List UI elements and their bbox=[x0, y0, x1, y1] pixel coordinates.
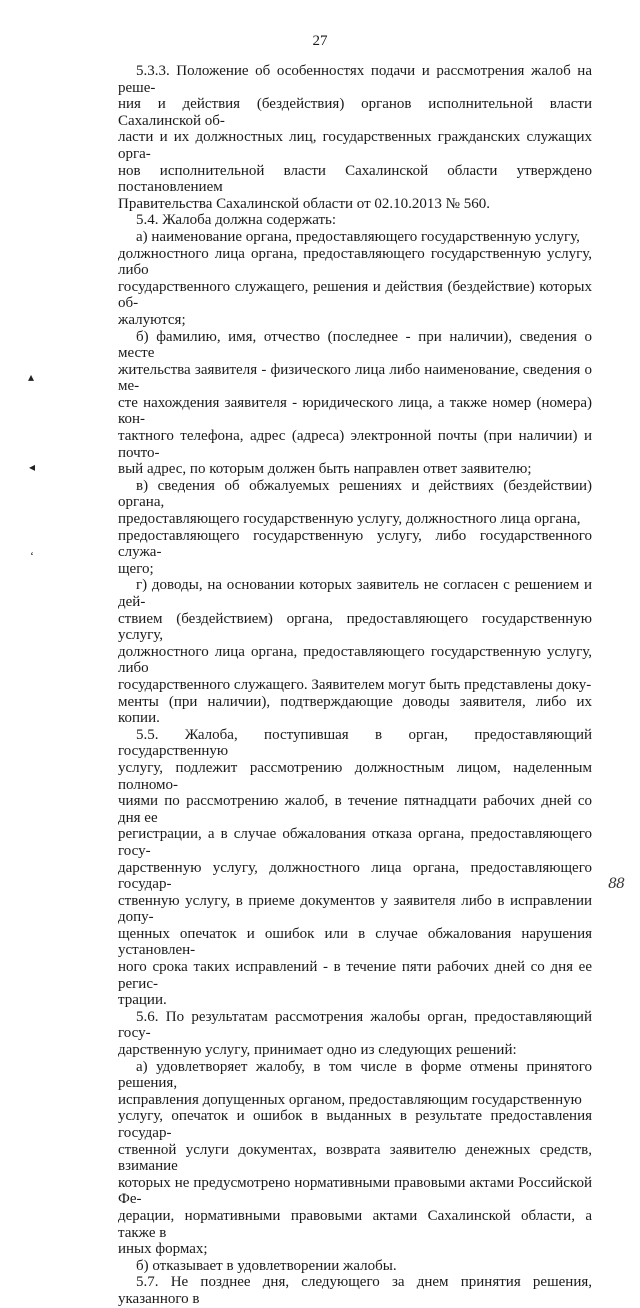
paragraph-5-5: 5.5. Жалоба, поступившая в орган, предоставляющий государственную услугу, подлежит рассмотрению должностным лицом, наделенным полномо- чиями по рассмотрению жалоб, в течение пятнадцати рабочих дней со дня ее регистрации, а в случае обжалования отказа органа, предоставляющего госу- дарственную услугу, должностного лица органа, предоставляющего государ- ственную услугу, в приеме документов у заявителя либо в исправлении допу- щенных опечаток и ошибок или в случае обжалования нарушения установлен- ного срока таких исправлений - в течение пяти рабочих дней со дня ее регис- трации. bbox=[118, 726, 592, 1009]
scan-mark-dot: ‘ bbox=[30, 549, 34, 563]
paragraph-5-7: 5.7. Не позднее дня, следующего за днем принятия решения, указанного в bbox=[118, 1274, 592, 1307]
scan-mark-dot: ◂ bbox=[29, 460, 36, 474]
paragraph-5-3-3: 5.3.3. Положение об особенностях подачи и рассмотрения жалоб на реше- ния и действия (бездействия) органов исполнительной власти Сахалинской об- ласти и их должностных лиц, государственных гражданских служащих орга- нов исполнительной власти Сахалинской области утверждено постановлением Правительства Сахалинской области от 02.10.2013 № 560. bbox=[118, 63, 592, 212]
paragraph-5-4: 5.4. Жалоба должна содержать: bbox=[136, 212, 337, 229]
paragraph-5-6-b: б) отказывает в удовлетворении жалобы. bbox=[136, 1257, 397, 1274]
document-body bbox=[118, 63, 592, 1308]
paragraph-5-4-b: б) фамилию, имя, отчество (последнее - при наличии), сведения о месте жительства заявителя - физического лица либо наименование, сведения о ме- сте нахождения заявителя - юридического лица, а также номер (номера) кон- тактного телефона, адрес (адреса) электронной почты (при наличии) и почто- вый адрес, по которым должен быть направлен ответ заявителю; bbox=[118, 328, 592, 478]
paragraph-5-4-v: в) сведения об обжалуемых решениях и действиях (бездействии) органа, предоставляющего государственную услугу, должностного лица органа, предоставляющего государственную услугу, либо государственного служа- щего; bbox=[118, 477, 592, 577]
paragraph-5-6: 5.6. По результатам рассмотрения жалобы орган, предоставляющий госу- дарственную услугу, принимает одно из следующих решений: bbox=[118, 1008, 592, 1059]
scan-mark-dot: ▴ bbox=[28, 370, 35, 384]
page-number: 27 bbox=[312, 33, 328, 49]
paragraph-5-4-g: г) доводы, на основании которых заявитель не согласен с решением и дей- ствием (бездействием) органа, предоставляющего государственную услугу, должностного лица органа, предоставляющего государственную услугу, либо государственного служащего. Заявителем могут быть представлены доку- менты (при наличии), подтверждающие доводы заявителя, либо их копии. bbox=[118, 577, 592, 727]
paragraph-5-4-a: а) наименование органа, предоставляющего государственную услугу, должностного лица органа, предоставляющего государственную услугу, либо государственного служащего, решения и действия (бездействие) которых об- жалуются; bbox=[118, 228, 592, 328]
paragraph-5-6-a: а) удовлетворяет жалобу, в том числе в форме отмены принятого решения, исправления допущенных органом, предоставляющим государственную услугу, опечаток и ошибок в выданных в результате предоставления госудаp- ственной услуги документах, возврата заявителю денежных средств, взимание которых не предусмотрено нормативными правовыми актами Российской Фе- дерации, нормативными правовыми актами Сахалинской области, а также в иных формах; bbox=[118, 1058, 592, 1258]
handwritten-initials: 88 bbox=[608, 876, 624, 892]
